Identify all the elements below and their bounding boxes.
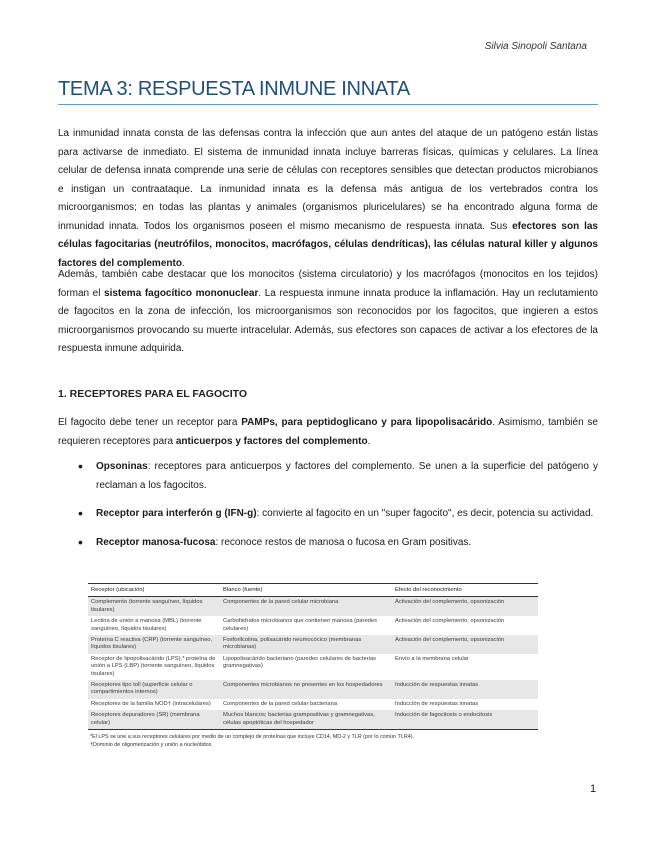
table-cell: Receptores depuradores (SR) (membrana celular) — [88, 710, 220, 729]
table-header-cell: Efecto del reconocimiento — [392, 584, 538, 597]
list-item: • Receptor manosa-fucosa: reconoce restos de manosa o fucosa en Gram positivas. — [78, 533, 472, 550]
table-cell: Proteína C reactiva (CRP) (torrente sanguíneo, líquidos tisulares) — [88, 635, 220, 654]
list-item: • Opsoninas: receptores para anticuerpos y factores del complemento. Se unen a la superficie del patógeno y reclaman a los fagocitos. — [78, 458, 598, 491]
table-header-row — [88, 584, 538, 597]
table-footnote: †Dominio de oligomerización y unión a nucleótidos. — [90, 742, 213, 749]
table-row — [88, 699, 538, 710]
section-heading: 1. RECEPTORES PARA EL FAGOCITO — [58, 388, 248, 400]
bullet-icon: • — [78, 458, 83, 474]
table-cell: Envío a la membrana celular — [395, 655, 469, 662]
intro-paragraph-2: Además, también cabe destacar que los monocitos (sistema circulatorio) y los macrófagos (monocitos en los tejidos) forman el sistema fagocítico mononuclear. La respuesta inmune innata produce la inflamación. Hay un reclutamiento de fagocitos en la zona de infección, los microorganismos son reconocidos por los fagocitos, que ingieren a estos microorganismos provocando su muerte intracelular. Además, sus efectores son capaces de activar a los efectores de la respuesta inmune adquirida. — [58, 269, 598, 354]
table-cell: Receptores tipo toll (superficie celular o compartimientos internos) — [88, 680, 220, 699]
intro-paragraph-1: La inmunidad innata consta de las defensas contra la infección que aun antes del ataque de un patógeno están listas para activarse de inmediato. El sistema de inmunidad innata incluye barreras físicas, químicas y celulares. La línea celular de defensa innata comprende una serie de células con receptores sensibles que detectan productos microbianos e instigan un contraataque. La inmunidad innata es la defensa más antigua de los vertebrados contra los microorganismos; en todas las plantas y animales (organismos pluricelulares) se ha encontrado alguna forma de inmunidad innata. Todos los organismos poseen el mismo mecanismo de respuesta innata. Sus efectores son las células fagocitarias (neutrófilos, monocitos, macrófagos, células dendríticas), las células natural killer y algunos factores del complemento. — [58, 128, 598, 269]
table-cell: Carbohidratos microbianos que contienen manosa (paredes celulares) — [223, 618, 378, 632]
table-cell: Componentes de la pared celular bacteriana — [223, 700, 338, 707]
table-cell: Complemento (torrente sanguíneo, líquidos tisulares) — [88, 597, 220, 616]
table-cell: Receptor de lipopolisacárido (LPS),* proteína de unión a LPS (LBP) (torrente sanguíneo, líquidos tisulares) — [91, 655, 216, 677]
section-paragraph: El fagocito debe tener un receptor para PAMPs, para peptidoglicano y para lipopolisacárido. Asimismo, también se requieren receptores para anticuerpos y factores del complemento. — [58, 417, 598, 447]
table-header-cell: Receptor (ubicación) — [88, 584, 220, 597]
author-name: Silvia Sinopoli Santana — [484, 41, 587, 52]
receptor-table-figure — [88, 583, 538, 796]
table-cell: Componentes de la pared celular microbiana — [220, 597, 392, 616]
receptor-list — [78, 458, 598, 552]
table-row — [88, 654, 538, 680]
table-footnote: *El LPS se une a sus receptores celulares por medio de un complejo de proteínas que incluye CD14, MD-2 y TLR (por lo común TLR4). — [90, 734, 415, 741]
page-number: 1 — [590, 783, 597, 795]
table-cell: Activación del complemento, opsonización — [392, 597, 538, 616]
table-row — [88, 680, 538, 699]
table-row — [88, 616, 538, 635]
bullet-icon: • — [78, 533, 83, 550]
table-cell: Muchos blancos; bacterias grampositivas y gramnegativas, células apoptóticas del hospedador — [220, 710, 392, 729]
table-cell: Inducción de respuestas innatas — [395, 700, 479, 707]
table-cell: Receptores de la familia NOD† (intracelulares) — [91, 700, 211, 707]
table-row — [88, 710, 538, 729]
bullet-icon: • — [78, 505, 83, 521]
table-cell: Lectina de unión a manosa (MBL) (torrente sanguíneo, líquidos tisulares) — [91, 618, 202, 632]
table-cell: Inducción de fagocitosis o endocitosis — [392, 710, 538, 729]
table-cell: Lipopolisacárido bacteriano (paredes celulares de bacterias gramnegativas) — [223, 655, 377, 670]
table-cell: Componentes microbianos no presentes en los hospedadores — [220, 680, 392, 699]
list-item: • Receptor para interferón g (IFN-g): convierte al fagocito en un "super fagocito", es decir, potencia su actividad. — [78, 505, 594, 521]
table-footnotes — [88, 730, 538, 749]
table-cell: Activación del complemento, opsonización — [392, 635, 538, 654]
table-header-cell: Blanco (fuente) — [220, 584, 392, 597]
receptor-table — [88, 583, 538, 730]
page-title: TEMA 3: RESPUESTA INMUNE INNATA — [58, 78, 598, 105]
table-cell: Fosforilcolina, polisacárido neumocócico (membranas microbianas) — [220, 635, 392, 654]
table-row — [88, 635, 538, 654]
table-row — [88, 597, 538, 616]
table-cell: Inducción de respuestas innatas — [392, 680, 538, 699]
table-cell: Activación del complemento, opsonización — [395, 618, 505, 625]
